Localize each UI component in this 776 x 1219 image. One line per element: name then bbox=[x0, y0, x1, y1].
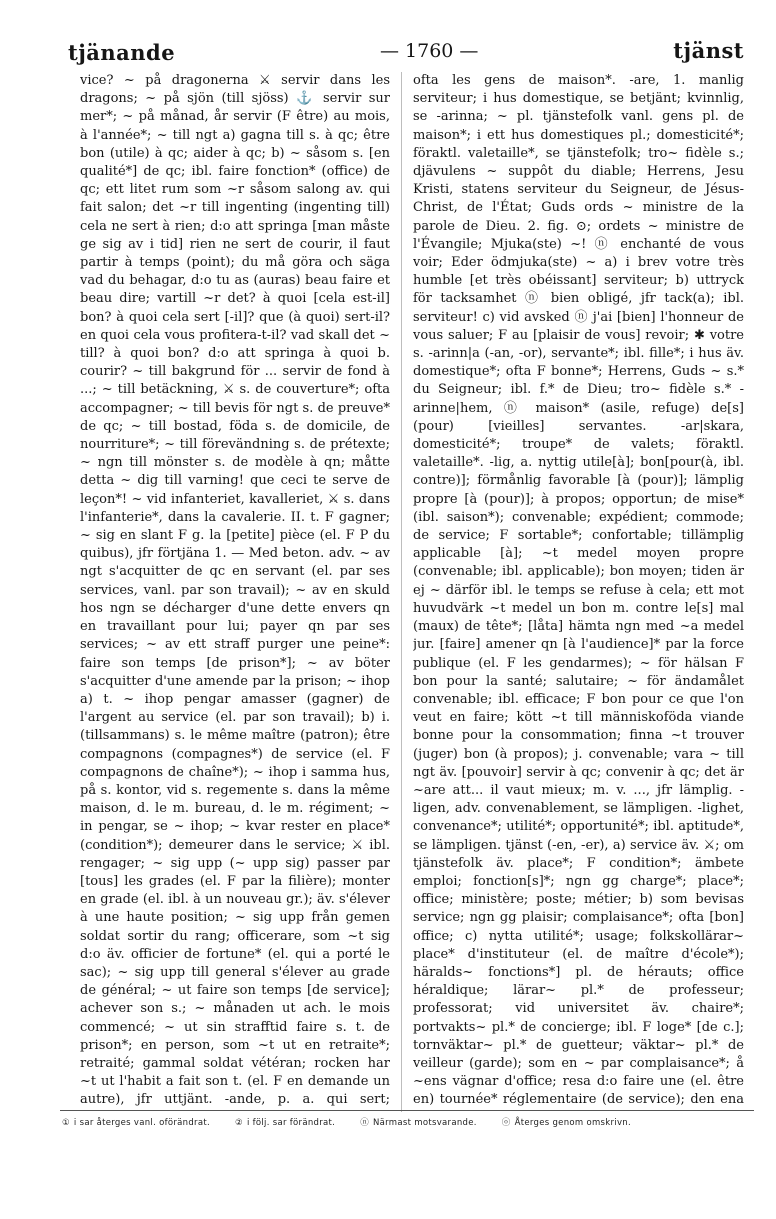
legend-item bbox=[62, 1118, 210, 1128]
page-number: — 1760 — bbox=[380, 40, 479, 62]
legend-text-3: Närmast motsvarande. bbox=[373, 1118, 477, 1128]
legend-item bbox=[360, 1118, 477, 1128]
footer-legend bbox=[62, 1116, 762, 1128]
running-head-left: tjänande bbox=[68, 40, 176, 65]
legend-text-1: i sar återges vanl. oförändrat. bbox=[73, 1118, 210, 1128]
right-column-text: ofta les gens de maison*. -are, 1. manlig serviteur; i hus domestique, se betjänt; kvinnlig, se -arinna; ~ pl. tjänstefolk vanl. gens pl. de maison*; i ett hus domestiques pl.; domesticité*; föraktl. valetaille*, se tjänstefolk; tro~ fidèle s.; djävulens ~ suppôt du diable; Herrens, Jesu Kristi, statens serviteur du Seigneur, de Jésus-Christ, de l'État; Guds ords ~ ministre de la parole de Dieu. 2. fig. ⊙; ordets ~ ministre de l'Évangile; Mjuka(ste) ~! ⓝ enchanté de vous voir; Eder ödmjuka(ste) ~ a) i brev votre très humble [et très obéissant] serviteur; b) uttryck för tacksamhet ⓝ bien obligé, jfr tack(a); ibl. serviteur! c) vid avsked ⓝ j'ai [bien] l'honneur de vous saluer; F au [plaisir de vous] revoir; ✱ votre s. -arinn|a (-an, -or), servante*; ibl. fille*; i hus äv. domestique*; ofta F bonne*; Herrens, Guds ~ s.* du Seigneur; ibl. f.* de Dieu; tro~ fidèle s.* -arinne|hem, ⓝ maison* (asile, refuge) de[s] (pour) [vieilles] servantes. -ar|skara, domesticité*; troupe* de valets; föraktl. valetaille*. -lig, a. nyttig utile[à]; bon[pour(à, ibl. contre)]; förmånlig favorable [à (pour)]; lämplig propre [à (pour)]; à propos; opportun; de mise* (ibl. saison*); convenable; expédient; commode; de service; F sortable*; confortable; tillämplig applicable [à]; ~t medel moyen propre (convenable; ibl. applicable); bon moyen; tiden är ej ~ därför ibl. le temps se refuse à cela; ett mot huvudvärk ~t medel un bon m. contre le[s] mal (maux) de tête*; [låta] hämta ngn med ~a medel jur. [faire] amener qn [à l'audience]* par la force publique (el. F les gendarmes); ~ för hälsan F bon pour la santé; salutaire; ~ för ändamålet convenable; ibl. efficace; F bon pour ce que l'on veut en faire; kött ~t till människoföda viande bonne pour la consommation; finna ~t trouver (juger) bon (à propos); j. convenable; vara ~ till ngt äv. [pouvoir] servir à qc; convenir à qc; det är ~are att... il vaut mieux; m. v. ..., jfr lämplig. -ligen, adv. convenablement, se lämpligen. -lighet, convenance*; utilité*; opportunité*; ibl. aptitude*, se lämpligen. tjänst (-en, -er), a) service äv. ⚔; om tjänstefolk äv. place*; F condition*; ämbete emploi; fonction[s]*; ngn gg charge*; place*; office; ministère; poste; métier; b) som bevisas service; ngn gg plaisir; complaisance*; ofta [bon] office; c) nytta utilité*; usage; folkskollärar~ place* d'instituteur (el. de maître d'école*); häralds~ fonctions*] pl. de hérauts; office héraldique; lärar~ pl.* de professeur; professorat; vid universitet äv. chaire*; portvakts~ pl.* de concierge; ibl. F loge* [de c.]; tornväktar~ pl.* de guetteur; väktar~ pl.* de veilleur (garde); som en ~ par complaisance*; å ~ens vägnar d'office; resa d:o faire une (el. être en) tournée* réglementaire (de service); den ena bbox=[413, 73, 744, 1108]
legend-item bbox=[235, 1118, 335, 1128]
legend-mark-2: ② bbox=[235, 1118, 243, 1128]
legend-item bbox=[502, 1118, 631, 1128]
left-column-text: vice? ~ på dragonerna ⚔ servir dans les dragons; ~ på sjön (till sjöss) ⚓ servir sur mer*; ~ på månad, år servir (F être) au mois, à l'année*; ~ till ngt a) gagna till s. à qc; être bon (utile) à qc; aider à qc; b) ~ såsom s. [en qualité*] de qc; ibl. faire fonction* (office) de qc; ett litet rum som ~r såsom salong av. qui fait salon; det ~r till ingenting (ingenting till) cela ne sert à rien; d:o att springa [man måste ge sig av i tid] rien ne sert de courir, il faut partir à temps (point); du må göra och säga vad du behagar, d:o tu as (auras) beau faire et beau dire; vartill ~r det? à quoi [cela est-il] bon? à quoi cela sert [-il]? que (à quoi) sert-il? en quoi cela vous profitera-t-il? vad skall det ~ till? à quoi bon? d:o att springa à quoi b. courir? ~ till bakgrund för ... servir de fond à ...; ~ till betäckning, ⚔ s. de couverture*; ofta accompagner; ~ till bevis för ngt s. de preuve* de qc; ~ till bostad, föda s. de domicile, de nourriture*; ~ till förevändning s. de prétexte; ~ ngn till mönster s. de modèle à qn; måtte detta ~ dig till varning! que ceci te serve de leçon*! ~ vid infanteriet, kavalleriet, ⚔ s. dans l'infanterie*, dans la cavalerie. II. t. F gagner; ~ sig en slant F g. la [petite] pièce (el. F P du quibus), jfr förtjäna 1. — Med beton. adv. ~ av ngt s'acquitter de qc en servant (el. par ses services, vanl. par son travail); ~ av en skuld hos ngn se décharger d'une dette envers qn en travaillant pour lui; payer qn par ses services; ~ av ett straff purger une peine*: faire son temps [de prison*]; ~ av böter s'acquitter d'une amende par la prison; ~ ihop a) t. ~ ihop pengar amasser (gagner) de l'argent au service (el. par son travail); b) i. (tillsammans) s. le même maître (patron); être compagnons (compagnes*) de service (el. F compagnons de chaîne*); ~ ihop i samma hus, på s. kontor, vid s. regemente s. dans la même maison, d. le m. bureau, d. le m. régiment; ~ in pengar, se ~ ihop; ~ kvar rester en place* (condition*); demeurer dans le service; ⚔ ibl. rengager; ~ sig upp (~ upp sig) passer par [tous] les grades (el. F par la filière); monter en grade (el. ibl. à un nouveau gr.); äv. s'élever à une haute position; ~ sig upp från gemen soldat sortir du rang; officerare, som ~t sig d:o äv. officier de fortune* (el. qui a porté le sac); ~ sig upp till general s'élever au grade de général; ~ ut faire son temps [de service]; achever son s.; ~ månaden ut ach. le mois commencé; ~ ut sin strafftid faire s. t. de prison*; en person, som ~t ut en retraite*; retraité; gammal soldat vétéran; rocken har ~t ut l'habit a fait son t. (el. F en demande un autre), jfr uttjänt. -ande, p. a. qui sert; bbox=[80, 73, 390, 1108]
footer-rule bbox=[60, 1110, 754, 1111]
legend-text-2: i följ. sar förändrat. bbox=[246, 1118, 336, 1128]
left-column bbox=[80, 72, 390, 1110]
column-divider bbox=[401, 72, 402, 1112]
legend-text-4: Återges genom omskrivn. bbox=[514, 1118, 631, 1128]
legend-mark-1: ① bbox=[62, 1118, 70, 1128]
right-column bbox=[413, 72, 744, 1110]
page-header bbox=[40, 30, 756, 70]
running-head-right: tjänst bbox=[673, 38, 744, 63]
legend-mark-4: ⓞ bbox=[501, 1118, 511, 1128]
legend-mark-3: ⓝ bbox=[360, 1118, 369, 1128]
